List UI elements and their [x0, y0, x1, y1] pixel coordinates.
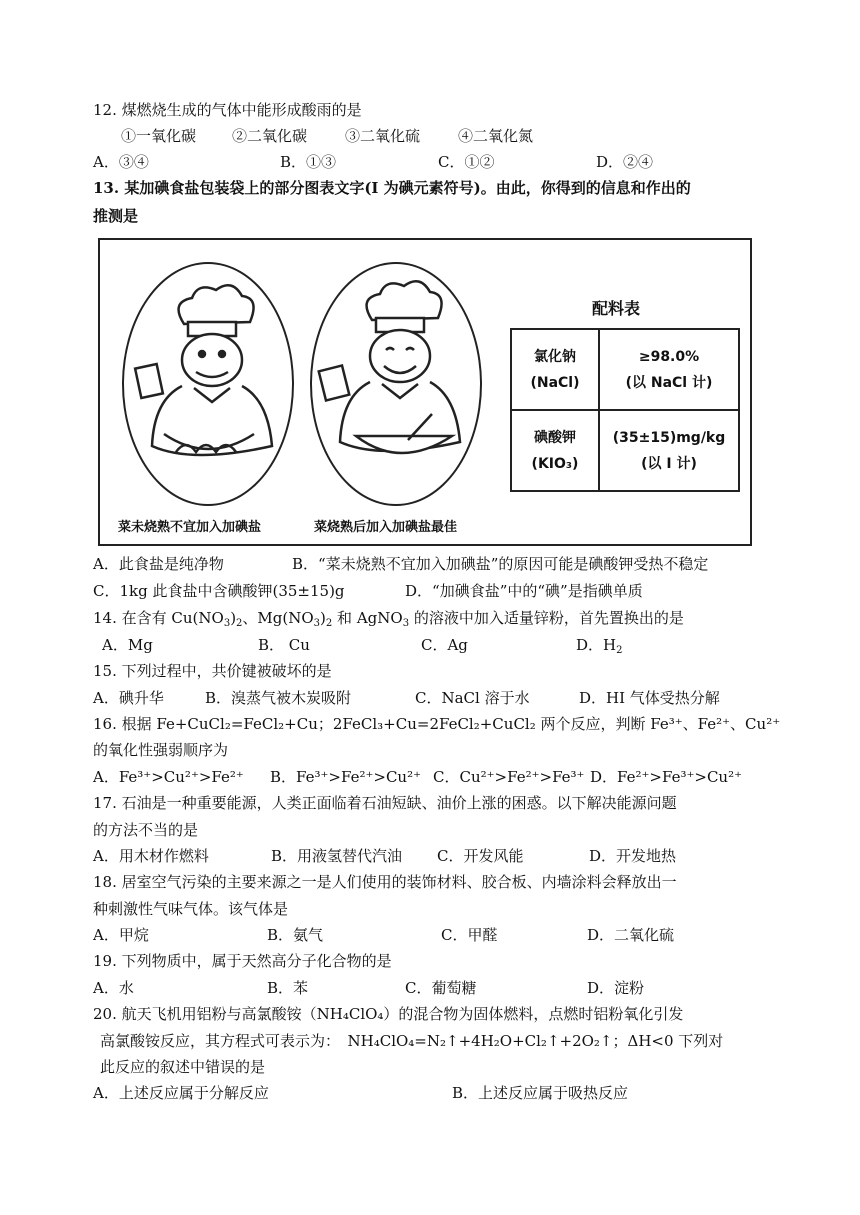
q19-option-b: B．苯	[267, 979, 309, 997]
ingredient-name: 氯化钠	[534, 348, 576, 365]
q12-option-d: D．②④	[596, 153, 654, 171]
q18-option-b: B．氨气	[267, 926, 324, 944]
ingredient-formula: (KIO₃)	[531, 455, 579, 472]
ingredient-basis: (以 NaCl 计)	[625, 374, 713, 391]
q18-option-d: D．二氧化硫	[587, 926, 675, 944]
q16-stem-line1: 16. 根据 Fe+CuCl₂=FeCl₂+Cu；2FeCl₃+Cu=2FeCl₂+CuCl₂ 两个反应，判断 Fe³⁺、Fe²⁺、Cu²⁺	[93, 715, 781, 733]
ingredient-name: 碘酸钾	[534, 429, 576, 446]
q19-option-a: A．水	[93, 979, 134, 997]
q16-option-c: C．Cu²⁺>Fe²⁺>Fe³⁺	[433, 768, 585, 786]
q13-stem-line2: 推测是	[93, 207, 139, 225]
q20-option-a: A．上述反应属于分解反应	[93, 1084, 269, 1102]
table-cell	[599, 410, 739, 491]
q15-option-c: C．NaCl 溶于水	[415, 689, 530, 707]
q12-option-a: A．③④	[93, 153, 149, 171]
caption-left: 菜未烧熟不宜加入加碘盐	[118, 520, 262, 535]
iodized-salt-figure	[98, 238, 752, 546]
q17-stem-line2: 的方法不当的是	[93, 821, 199, 839]
chef-oval-left	[122, 262, 294, 506]
q12-item-3: ③二氧化硫	[345, 127, 421, 145]
q17-option-a: A．用木材作燃料	[93, 847, 209, 865]
q14-option-a: A．Mg	[102, 636, 153, 654]
table-row	[511, 410, 739, 491]
q16-option-b: B．Fe³⁺>Fe²⁺>Cu²⁺	[270, 768, 422, 786]
q13-option-d: D．“加碘食盐”中的“碘”是指碘单质	[405, 582, 643, 600]
q18-stem-line2: 种刺激性气味气体。该气体是	[93, 900, 289, 918]
q16-option-a: A．Fe³⁺>Cu²⁺>Fe²⁺	[93, 768, 244, 786]
q20-stem-line1: 20. 航天飞机用铝粉与高氯酸铵（NH₄ClO₄）的混合物为固体燃料，点燃时铝粉氧化引发	[93, 1005, 684, 1023]
chef-cooking-illustration-left	[124, 264, 292, 504]
q18-option-a: A．甲烷	[93, 926, 149, 944]
q17-stem-line1: 17. 石油是一种重要能源，人类正面临着石油短缺、油价上涨的困惑。以下解决能源问题	[93, 794, 677, 812]
ingredient-amount: (35±15)mg/kg	[612, 429, 726, 446]
table-cell	[511, 410, 599, 491]
q14-option-d: D．$H_2$	[576, 636, 623, 656]
q12-item-2: ②二氧化碳	[232, 127, 308, 145]
q14-stem: 14. 在含有 $Cu(NO_3)_2$、$Mg(NO_3)_2$ 和 AgNO$_3$ 的溶液中加入适量锌粉，首先置换出的是	[93, 609, 684, 629]
q13-option-c: C．1kg 此食盐中含碘酸钾(35±15)g	[93, 582, 345, 600]
q15-option-d: D．HI 气体受热分解	[579, 689, 720, 707]
q15-stem: 15. 下列过程中，共价键被破坏的是	[93, 662, 332, 680]
q13-option-b: B．“菜未烧熟不宜加入加碘盐”的原因可能是碘酸钾受热不稳定	[292, 555, 709, 573]
q17-option-c: C．开发风能	[437, 847, 524, 865]
q12-option-c: C．①②	[438, 153, 495, 171]
q19-option-d: D．淀粉	[587, 979, 645, 997]
chef-oval-right	[310, 262, 482, 506]
q14-option-c: C．Ag	[421, 636, 468, 654]
q12-stem: 12. 煤燃烧生成的气体中能形成酸雨的是	[93, 101, 362, 119]
q15-option-b: B．溴蒸气被木炭吸附	[205, 689, 352, 707]
q20-option-b: B．上述反应属于吸热反应	[452, 1084, 629, 1102]
ingredient-amount: ≥98.0%	[638, 348, 700, 365]
q13-option-a: A．此食盐是纯净物	[93, 555, 224, 573]
q20-stem-line3: 此反应的叙述中错误的是	[100, 1058, 266, 1076]
q15-option-a: A．碘升华	[93, 689, 164, 707]
chef-cooking-illustration-right	[312, 264, 480, 504]
q16-option-d: D．Fe²⁺>Fe³⁺>Cu²⁺	[590, 768, 743, 786]
q12-option-b: B．①③	[280, 153, 337, 171]
ingredients-table	[510, 328, 740, 492]
q19-stem: 19. 下列物质中，属于天然高分子化合物的是	[93, 952, 392, 970]
q12-item-1: ①一氧化碳	[121, 127, 197, 145]
q13-stem-line1: 13. 某加碘食盐包装袋上的部分图表文字(I 为碘元素符号)。由此，你得到的信息和作出的	[93, 179, 691, 197]
ingredient-formula: (NaCl)	[530, 374, 580, 391]
table-cell	[599, 329, 739, 410]
ingredients-table-title: 配料表	[592, 299, 641, 318]
q14-option-b: B． Cu	[258, 636, 310, 654]
q18-option-c: C．甲醛	[441, 926, 498, 944]
q19-option-c: C．葡萄糖	[405, 979, 477, 997]
caption-right: 菜烧熟后加入加碘盐最佳	[314, 520, 458, 535]
q20-stem-line2: 高氯酸铵反应，其方程式可表示为： NH₄ClO₄=N₂↑+4H₂O+Cl₂↑+2O₂↑；ΔH<0 下列对	[100, 1032, 724, 1050]
ingredient-basis: (以 I 计)	[641, 455, 697, 472]
table-cell	[511, 329, 599, 410]
q12-item-4: ④二氧化氮	[458, 127, 534, 145]
q17-option-b: B．用液氢替代汽油	[271, 847, 403, 865]
q18-stem-line1: 18. 居室空气污染的主要来源之一是人们使用的装饰材料、胶合板、内墙涂料会释放出一	[93, 873, 677, 891]
table-row	[511, 329, 739, 410]
q16-stem-line2: 的氧化性强弱顺序为	[93, 741, 229, 759]
q17-option-d: D．开发地热	[589, 847, 677, 865]
